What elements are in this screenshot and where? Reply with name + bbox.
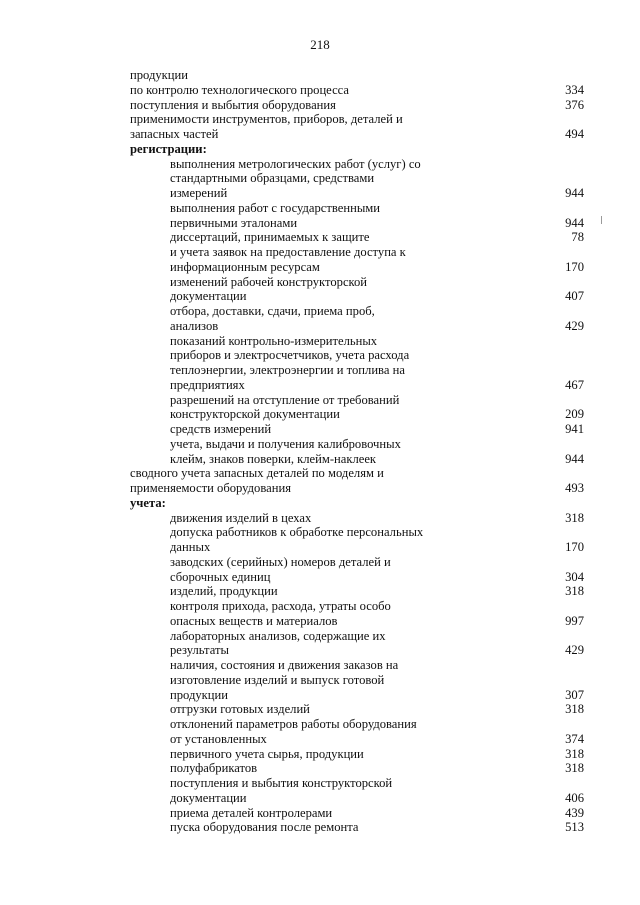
entry-label: изготовление изделий и выпуск готовой (170, 672, 385, 687)
entry-page-number: 997 (565, 613, 584, 628)
entry-label: опасных веществ и материалов (170, 613, 338, 628)
entry-label: учета, выдачи и получения калибровочных (170, 436, 401, 451)
index-entry (0, 776, 640, 791)
index-entry (0, 466, 640, 481)
index-entry (0, 820, 640, 835)
index-entry (0, 334, 640, 349)
entry-label: клейм, знаков поверки, клейм-наклеек (170, 451, 377, 466)
entry-label: данных (170, 540, 211, 554)
entry-page-number: 209 (565, 407, 584, 422)
entry-label: первичного учета сырья, продукции (170, 746, 364, 761)
index-entry (0, 702, 640, 717)
index-entry (0, 378, 640, 393)
index-entry (0, 481, 640, 496)
entry-label: диссертаций, принимаемых к защите (170, 230, 370, 245)
index-entry (0, 584, 640, 599)
entry-label: по контролю технологического процесса (130, 82, 350, 97)
index-entry (0, 393, 640, 408)
entry-label: применяемости оборудования (130, 481, 292, 495)
entry-page-number: 318 (565, 761, 584, 776)
entry-page-number: 307 (565, 687, 584, 702)
entry-page-number: 429 (565, 318, 584, 333)
index-entry (0, 142, 640, 157)
index-entry (0, 319, 640, 334)
index-entry (0, 230, 640, 245)
entry-label: информационным ресурсам (170, 259, 320, 274)
entry-label: приборов и электросчетчиков, учета расхода (170, 348, 410, 363)
entry-label: разрешений на отступление от требований (170, 392, 400, 407)
entry-label: отгрузки готовых изделий (170, 702, 310, 717)
entry-label: теплоэнергии, электроэнергии и топлива на (170, 363, 405, 377)
entry-page-number: 376 (565, 97, 584, 112)
entry-page-number: 941 (565, 422, 584, 436)
index-entry (0, 643, 640, 658)
entry-page-number: 318 (565, 510, 584, 525)
index-entry (0, 688, 640, 703)
index-entry (0, 555, 640, 570)
index-entry (0, 186, 640, 201)
entry-label: выполнения работ с государственными (170, 200, 381, 215)
section-heading: учета: (130, 495, 166, 510)
index-entry (0, 525, 640, 540)
entry-label: и учета заявок на предоставление доступа к (170, 245, 406, 259)
entry-label: выполнения метрологических работ (услуг) со (170, 156, 421, 171)
entry-page-number: 304 (565, 569, 584, 584)
index-entry (0, 422, 640, 437)
entry-label: полуфабрикатов (170, 761, 258, 776)
index-entry (0, 761, 640, 776)
index-entry (0, 289, 640, 304)
entry-page-number: 318 (565, 584, 584, 599)
entry-page-number: 334 (565, 82, 584, 97)
index-entry (0, 540, 640, 555)
entry-label: отбора, доставки, сдачи, приема проб, (170, 304, 375, 318)
entry-label: сборочных единиц (170, 569, 271, 584)
index-entry (0, 717, 640, 732)
entry-label: наличия, состояния и движения заказов на (170, 658, 399, 672)
index-entry (0, 127, 640, 142)
entry-page-number: 944 (565, 451, 584, 466)
index-list (0, 68, 640, 835)
entry-label: анализов (170, 318, 219, 333)
entry-page-number: 407 (565, 289, 584, 304)
entry-label: первичными эталонами (170, 215, 298, 230)
index-entry (0, 98, 640, 113)
entry-label: поступления и выбытия оборудования (130, 97, 336, 112)
index-entry (0, 570, 640, 585)
entry-page-number: 406 (565, 790, 584, 805)
entry-label: измерений (170, 186, 228, 200)
entry-label: изделий, продукции (170, 584, 278, 599)
entry-page-number: 439 (565, 805, 584, 820)
entry-label: сводного учета запасных деталей по моделям и (130, 466, 384, 481)
entry-page-number: 170 (565, 259, 584, 274)
scan-mark (601, 216, 602, 224)
entry-page-number: 374 (565, 731, 584, 746)
section-heading: регистрации: (130, 141, 207, 156)
index-entry (0, 216, 640, 231)
entry-label: конструкторской документации (170, 407, 340, 422)
entry-label: запасных частей (130, 127, 219, 141)
entry-page-number: 78 (571, 230, 584, 245)
index-entry (0, 68, 640, 83)
index-entry (0, 452, 640, 467)
entry-label: лабораторных анализов, содержащие их (170, 628, 386, 643)
index-entry (0, 157, 640, 172)
index-entry (0, 275, 640, 290)
index-entry (0, 304, 640, 319)
entry-page-number: 318 (565, 746, 584, 761)
entry-label: предприятиях (170, 377, 245, 392)
entry-label: допуска работников к обработке персональных (170, 525, 424, 540)
index-entry (0, 496, 640, 511)
entry-label: поступления и выбытия конструкторской (170, 776, 393, 790)
entry-label: заводских (серийных) номеров деталей и (170, 554, 391, 569)
index-entry (0, 348, 640, 363)
entry-page-number: 493 (565, 481, 584, 495)
entry-label: от установленных (170, 731, 267, 746)
index-entry (0, 245, 640, 260)
index-entry (0, 511, 640, 526)
index-entry (0, 112, 640, 127)
entry-label: средств измерений (170, 422, 272, 436)
index-entry (0, 629, 640, 644)
entry-page-number: 944 (565, 215, 584, 230)
index-entry (0, 614, 640, 629)
index-entry (0, 806, 640, 821)
entry-label: отклонений параметров работы оборудования (170, 717, 417, 731)
index-entry (0, 673, 640, 688)
index-entry (0, 599, 640, 614)
entry-page-number: 944 (565, 186, 584, 200)
entry-label: контроля прихода, расхода, утраты особо (170, 599, 391, 613)
entry-page-number: 513 (565, 820, 584, 835)
entry-label: показаний контрольно-измерительных (170, 333, 378, 348)
entry-page-number: 170 (565, 540, 584, 554)
page-number: 218 (310, 37, 330, 52)
entry-label: изменений рабочей конструкторской (170, 274, 368, 289)
index-entry (0, 747, 640, 762)
entry-page-number: 467 (565, 377, 584, 392)
index-entry (0, 363, 640, 378)
index-entry (0, 732, 640, 747)
entry-page-number: 318 (565, 702, 584, 717)
index-entry (0, 171, 640, 186)
entry-label: продукции (170, 687, 229, 702)
entry-label: результаты (170, 643, 229, 658)
entry-label: документации (170, 289, 247, 304)
entry-label: применимости инструментов, приборов, деталей и (130, 112, 403, 127)
entry-page-number: 494 (565, 127, 584, 141)
entry-page-number: 429 (565, 643, 584, 658)
index-entry (0, 437, 640, 452)
entry-label: продукции (130, 68, 189, 82)
entry-label: пуска оборудования после ремонта (170, 820, 359, 835)
entry-label: стандартными образцами, средствами (170, 171, 375, 186)
index-entry (0, 658, 640, 673)
index-entry (0, 83, 640, 98)
index-entry (0, 260, 640, 275)
index-entry (0, 407, 640, 422)
entry-label: документации (170, 790, 247, 805)
index-entry (0, 791, 640, 806)
entry-label: движения изделий в цехах (170, 510, 312, 525)
entry-label: приема деталей контролерами (170, 805, 333, 820)
index-entry (0, 201, 640, 216)
